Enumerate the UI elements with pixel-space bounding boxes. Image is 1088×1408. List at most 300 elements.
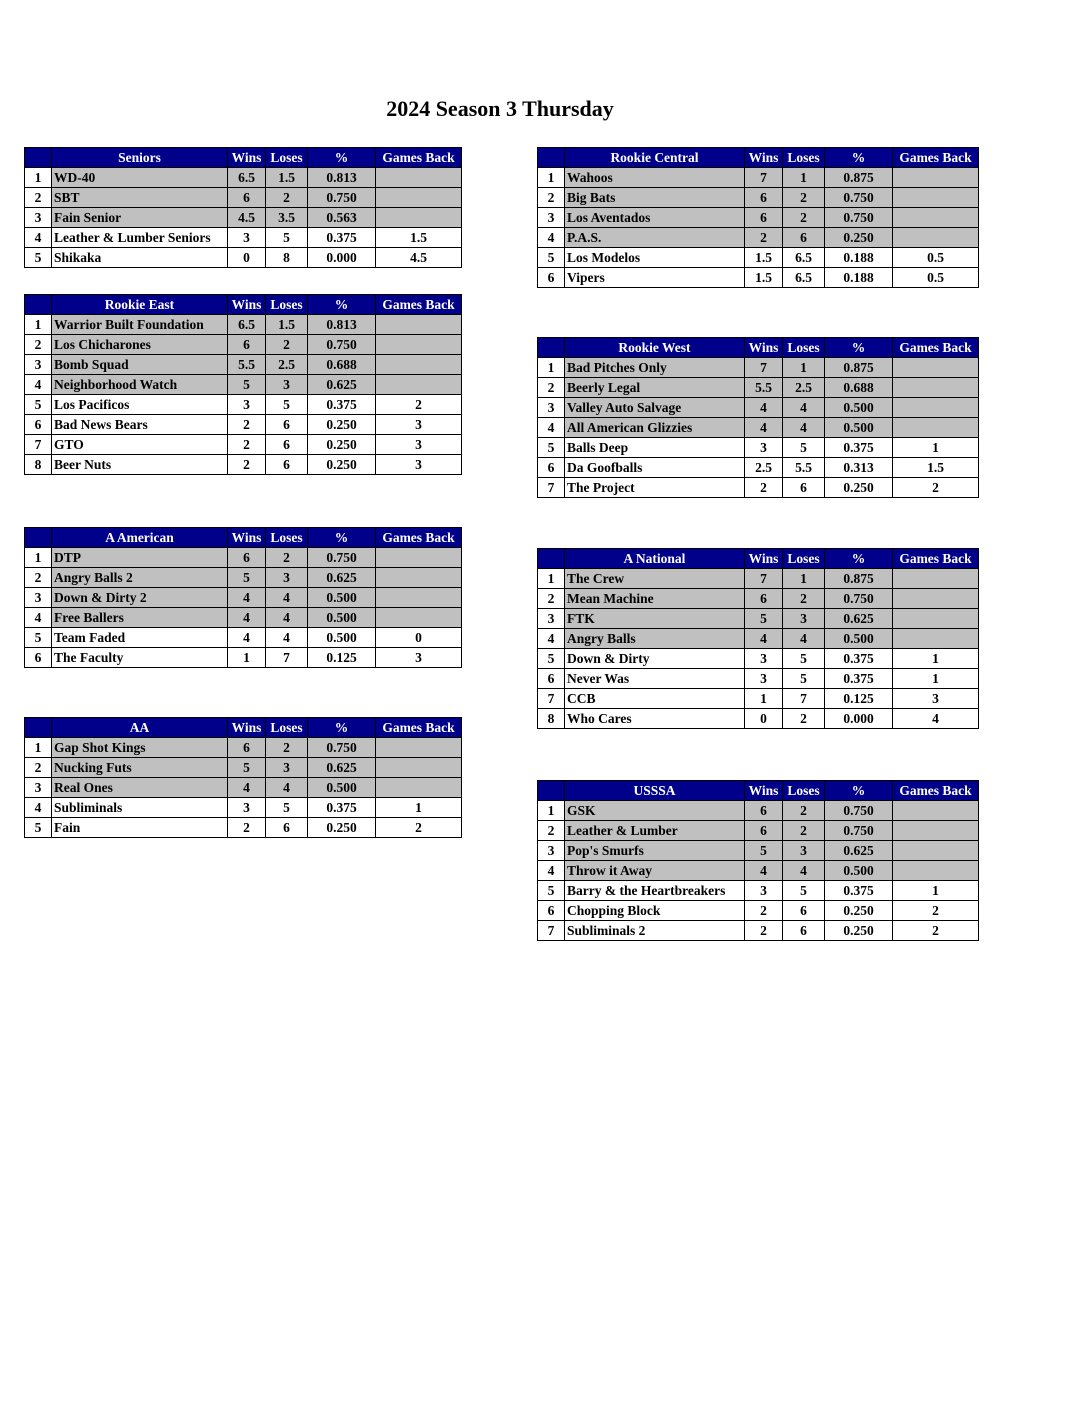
wins-cell: 6 [745, 801, 783, 821]
games-back-cell: 2 [893, 921, 979, 941]
rank-cell: 7 [538, 921, 565, 941]
games-back-cell [376, 758, 462, 778]
games-back-cell: 4 [893, 709, 979, 729]
games-back-cell: 1 [893, 438, 979, 458]
loses-cell: 6 [266, 415, 308, 435]
team-name-cell: Angry Balls 2 [52, 568, 228, 588]
team-name-cell: Vipers [565, 268, 745, 288]
games-back-cell [893, 861, 979, 881]
wins-cell: 4 [228, 588, 266, 608]
loses-cell: 7 [783, 689, 825, 709]
team-name-cell: Barry & the Heartbreakers [565, 881, 745, 901]
games-back-cell: 1.5 [376, 228, 462, 248]
wins-cell: 4 [228, 608, 266, 628]
rank-cell: 5 [538, 881, 565, 901]
rank-cell: 4 [25, 228, 52, 248]
team-name-cell: Fain Senior [52, 208, 228, 228]
pct-cell: 0.000 [825, 709, 893, 729]
wins-cell: 5 [745, 609, 783, 629]
loses-cell: 2.5 [783, 378, 825, 398]
table-row [25, 335, 462, 355]
loses-cell: 5 [266, 798, 308, 818]
loses-cell: 2 [783, 188, 825, 208]
loses-header: Loses [266, 528, 308, 548]
division-name: A American [52, 528, 228, 548]
pct-cell: 0.125 [825, 689, 893, 709]
team-name-cell: SBT [52, 188, 228, 208]
header-row [25, 148, 462, 168]
a-national-standings-table [537, 548, 979, 729]
pct-cell: 0.750 [825, 208, 893, 228]
header-row [538, 148, 979, 168]
loses-cell: 2 [783, 709, 825, 729]
games-back-cell [893, 589, 979, 609]
pct-cell: 0.375 [825, 669, 893, 689]
wins-cell: 2 [228, 415, 266, 435]
loses-cell: 3 [783, 609, 825, 629]
pct-cell: 0.625 [308, 568, 376, 588]
team-name-cell: Who Cares [565, 709, 745, 729]
games-back-cell [893, 629, 979, 649]
rank-cell: 5 [538, 438, 565, 458]
pct-cell: 0.750 [825, 188, 893, 208]
table-row [25, 568, 462, 588]
table-row [25, 588, 462, 608]
team-name-cell: The Faculty [52, 648, 228, 668]
wins-header: Wins [228, 718, 266, 738]
team-name-cell: Big Bats [565, 188, 745, 208]
games-back-cell: 1 [893, 669, 979, 689]
loses-cell: 3 [266, 758, 308, 778]
wins-cell: 5.5 [228, 355, 266, 375]
team-name-cell: GSK [565, 801, 745, 821]
rank-cell: 1 [538, 569, 565, 589]
games-back-cell [893, 418, 979, 438]
team-name-cell: DTP [52, 548, 228, 568]
wins-cell: 4 [228, 628, 266, 648]
games-back-cell: 1 [893, 649, 979, 669]
games-back-header: Games Back [376, 528, 462, 548]
wins-cell: 4 [228, 778, 266, 798]
team-name-cell: Down & Dirty [565, 649, 745, 669]
table-row [538, 208, 979, 228]
rank-cell: 6 [25, 648, 52, 668]
wins-header: Wins [745, 781, 783, 801]
pct-cell: 0.250 [308, 818, 376, 838]
games-back-cell [376, 315, 462, 335]
rank-cell: 2 [25, 335, 52, 355]
pct-cell: 0.563 [308, 208, 376, 228]
loses-cell: 2 [266, 738, 308, 758]
pct-cell: 0.875 [825, 569, 893, 589]
rank-cell: 2 [538, 378, 565, 398]
team-name-cell: Wahoos [565, 168, 745, 188]
wins-header: Wins [745, 148, 783, 168]
wins-header: Wins [745, 338, 783, 358]
team-name-cell: Bad News Bears [52, 415, 228, 435]
team-name-cell: Pop's Smurfs [565, 841, 745, 861]
games-back-cell: 0.5 [893, 248, 979, 268]
pct-cell: 0.375 [825, 438, 893, 458]
table-row [538, 841, 979, 861]
games-back-cell [893, 168, 979, 188]
pct-cell: 0.250 [825, 478, 893, 498]
table-row [538, 649, 979, 669]
table-row [538, 921, 979, 941]
games-back-cell [893, 609, 979, 629]
wins-cell: 3 [745, 438, 783, 458]
rank-cell: 3 [538, 841, 565, 861]
loses-cell: 1 [783, 358, 825, 378]
team-name-cell: Chopping Block [565, 901, 745, 921]
table-row [538, 669, 979, 689]
team-name-cell: Beerly Legal [565, 378, 745, 398]
division-name: Rookie Central [565, 148, 745, 168]
table-row [25, 628, 462, 648]
loses-header: Loses [266, 718, 308, 738]
pct-cell: 0.250 [825, 921, 893, 941]
wins-cell: 2 [745, 901, 783, 921]
team-name-cell: Bomb Squad [52, 355, 228, 375]
team-name-cell: Balls Deep [565, 438, 745, 458]
division-name: Rookie West [565, 338, 745, 358]
wins-cell: 6 [228, 738, 266, 758]
team-name-cell: Los Modelos [565, 248, 745, 268]
rank-cell: 7 [538, 478, 565, 498]
games-back-cell [893, 398, 979, 418]
pct-cell: 0.188 [825, 268, 893, 288]
loses-cell: 5 [266, 228, 308, 248]
wins-cell: 3 [228, 395, 266, 415]
pct-cell: 0.500 [825, 418, 893, 438]
pct-cell: 0.250 [308, 435, 376, 455]
rank-cell: 4 [25, 798, 52, 818]
wins-cell: 2 [745, 478, 783, 498]
wins-cell: 1 [228, 648, 266, 668]
loses-cell: 3.5 [266, 208, 308, 228]
rank-cell: 3 [25, 588, 52, 608]
pct-cell: 0.813 [308, 168, 376, 188]
loses-header: Loses [783, 781, 825, 801]
rank-cell: 5 [538, 649, 565, 669]
games-back-cell [376, 588, 462, 608]
usssa-standings-table [537, 780, 979, 941]
games-back-cell [376, 355, 462, 375]
wins-cell: 1.5 [745, 248, 783, 268]
loses-cell: 5 [783, 649, 825, 669]
loses-cell: 1.5 [266, 315, 308, 335]
wins-cell: 3 [745, 881, 783, 901]
header-row [25, 528, 462, 548]
rank-cell: 6 [538, 268, 565, 288]
team-name-cell: Los Aventados [565, 208, 745, 228]
pct-cell: 0.625 [308, 375, 376, 395]
wins-cell: 6 [745, 208, 783, 228]
table-row [538, 398, 979, 418]
team-name-cell: WD-40 [52, 168, 228, 188]
rookie-west-standings-table [537, 337, 979, 498]
loses-cell: 5.5 [783, 458, 825, 478]
wins-header: Wins [745, 549, 783, 569]
loses-cell: 2 [266, 188, 308, 208]
rank-cell: 4 [538, 629, 565, 649]
loses-cell: 3 [266, 568, 308, 588]
pct-header: % [825, 338, 893, 358]
wins-cell: 2 [228, 455, 266, 475]
table-row [25, 778, 462, 798]
games-back-cell [893, 841, 979, 861]
pct-cell: 0.375 [825, 881, 893, 901]
table-row [25, 248, 462, 268]
team-name-cell: The Project [565, 478, 745, 498]
wins-cell: 5.5 [745, 378, 783, 398]
team-name-cell: Subliminals 2 [565, 921, 745, 941]
table-row [538, 821, 979, 841]
rank-cell: 3 [538, 609, 565, 629]
team-name-cell: Real Ones [52, 778, 228, 798]
wins-cell: 3 [228, 798, 266, 818]
wins-cell: 1.5 [745, 268, 783, 288]
loses-header: Loses [783, 148, 825, 168]
team-name-cell: FTK [565, 609, 745, 629]
pct-cell: 0.250 [308, 415, 376, 435]
team-name-cell: The Crew [565, 569, 745, 589]
rank-header [538, 549, 565, 569]
rank-cell: 8 [538, 709, 565, 729]
pct-cell: 0.688 [825, 378, 893, 398]
rank-cell: 3 [25, 778, 52, 798]
division-name: Seniors [52, 148, 228, 168]
pct-cell: 0.750 [825, 821, 893, 841]
games-back-cell: 2 [893, 478, 979, 498]
rank-cell: 6 [538, 458, 565, 478]
wins-cell: 7 [745, 569, 783, 589]
rank-cell: 4 [25, 608, 52, 628]
pct-cell: 0.875 [825, 358, 893, 378]
loses-cell: 4 [783, 398, 825, 418]
header-row [25, 295, 462, 315]
table-row [538, 569, 979, 589]
team-name-cell: Throw it Away [565, 861, 745, 881]
wins-cell: 3 [745, 649, 783, 669]
games-back-cell [376, 375, 462, 395]
header-row [538, 549, 979, 569]
table-row [538, 228, 979, 248]
rank-cell: 6 [538, 901, 565, 921]
rank-cell: 1 [538, 801, 565, 821]
team-name-cell: Beer Nuts [52, 455, 228, 475]
team-name-cell: Fain [52, 818, 228, 838]
pct-cell: 0.375 [308, 228, 376, 248]
games-back-cell [376, 738, 462, 758]
wins-cell: 4.5 [228, 208, 266, 228]
games-back-cell [376, 608, 462, 628]
rank-cell: 3 [538, 208, 565, 228]
loses-cell: 6 [266, 455, 308, 475]
aa-standings-table [24, 717, 462, 838]
rank-cell: 2 [25, 758, 52, 778]
pct-cell: 0.500 [308, 778, 376, 798]
pct-cell: 0.375 [308, 395, 376, 415]
games-back-cell: 1 [893, 881, 979, 901]
loses-cell: 2 [783, 208, 825, 228]
games-back-cell [376, 168, 462, 188]
wins-cell: 2 [228, 435, 266, 455]
table-row [25, 798, 462, 818]
table-row [538, 478, 979, 498]
rank-header [25, 528, 52, 548]
rank-cell: 2 [538, 188, 565, 208]
table-row [25, 435, 462, 455]
table-row [538, 629, 979, 649]
games-back-cell [893, 801, 979, 821]
games-back-header: Games Back [893, 338, 979, 358]
table-row [538, 248, 979, 268]
table-row [538, 881, 979, 901]
pct-cell: 0.500 [825, 629, 893, 649]
pct-header: % [308, 528, 376, 548]
pct-header: % [308, 718, 376, 738]
wins-cell: 6 [745, 821, 783, 841]
pct-header: % [825, 549, 893, 569]
games-back-cell [893, 821, 979, 841]
rank-cell: 2 [538, 589, 565, 609]
games-back-cell: 3 [376, 415, 462, 435]
rank-cell: 3 [25, 355, 52, 375]
rank-header [538, 148, 565, 168]
wins-cell: 6 [745, 589, 783, 609]
loses-cell: 1.5 [266, 168, 308, 188]
rank-cell: 1 [25, 168, 52, 188]
table-row [538, 168, 979, 188]
team-name-cell: Shikaka [52, 248, 228, 268]
games-back-cell [376, 568, 462, 588]
table-row [538, 589, 979, 609]
team-name-cell: GTO [52, 435, 228, 455]
loses-cell: 6 [783, 228, 825, 248]
rank-cell: 1 [25, 738, 52, 758]
header-row [25, 718, 462, 738]
rank-header [25, 295, 52, 315]
loses-cell: 6 [783, 901, 825, 921]
pct-cell: 0.625 [825, 841, 893, 861]
team-name-cell: Angry Balls [565, 629, 745, 649]
pct-header: % [308, 148, 376, 168]
games-back-cell [376, 208, 462, 228]
games-back-cell: 2 [376, 395, 462, 415]
loses-cell: 2 [266, 548, 308, 568]
wins-cell: 2 [228, 818, 266, 838]
rank-cell: 1 [538, 358, 565, 378]
pct-cell: 0.750 [308, 738, 376, 758]
team-name-cell: Team Faded [52, 628, 228, 648]
games-back-header: Games Back [376, 718, 462, 738]
wins-header: Wins [228, 528, 266, 548]
team-name-cell: Los Pacificos [52, 395, 228, 415]
games-back-cell [893, 188, 979, 208]
wins-header: Wins [228, 295, 266, 315]
table-row [25, 188, 462, 208]
page-title: 2024 Season 3 Thursday [386, 96, 614, 121]
team-name-cell: All American Glizzies [565, 418, 745, 438]
team-name-cell: Warrior Built Foundation [52, 315, 228, 335]
wins-cell: 5 [228, 568, 266, 588]
a-american-standings-table [24, 527, 462, 668]
wins-cell: 6 [228, 335, 266, 355]
pct-cell: 0.125 [308, 648, 376, 668]
rank-cell: 1 [25, 548, 52, 568]
loses-cell: 2 [783, 589, 825, 609]
loses-header: Loses [266, 148, 308, 168]
team-name-cell: Bad Pitches Only [565, 358, 745, 378]
loses-cell: 6 [266, 818, 308, 838]
games-back-cell: 2 [893, 901, 979, 921]
seniors-standings-table [24, 147, 462, 268]
table-row [538, 358, 979, 378]
team-name-cell: Free Ballers [52, 608, 228, 628]
wins-cell: 6 [228, 548, 266, 568]
games-back-cell [376, 778, 462, 798]
loses-cell: 3 [266, 375, 308, 395]
table-row [25, 648, 462, 668]
rank-header [538, 781, 565, 801]
games-back-cell: 2 [376, 818, 462, 838]
rank-cell: 8 [25, 455, 52, 475]
team-name-cell: Nucking Futs [52, 758, 228, 778]
pct-cell: 0.500 [308, 608, 376, 628]
rank-cell: 4 [538, 228, 565, 248]
games-back-cell: 3 [376, 648, 462, 668]
team-name-cell: Gap Shot Kings [52, 738, 228, 758]
wins-cell: 6 [228, 188, 266, 208]
loses-cell: 4 [783, 418, 825, 438]
loses-cell: 4 [783, 861, 825, 881]
wins-cell: 7 [745, 168, 783, 188]
games-back-cell: 1 [376, 798, 462, 818]
games-back-cell [893, 228, 979, 248]
wins-cell: 0 [745, 709, 783, 729]
pct-cell: 0.375 [825, 649, 893, 669]
wins-cell: 6.5 [228, 168, 266, 188]
rank-cell: 2 [25, 568, 52, 588]
rookie-east-standings-table [24, 294, 462, 475]
loses-cell: 6 [266, 435, 308, 455]
table-row [538, 418, 979, 438]
games-back-cell: 0.5 [893, 268, 979, 288]
games-back-cell [376, 548, 462, 568]
table-row [538, 861, 979, 881]
rank-cell: 6 [538, 669, 565, 689]
pct-cell: 0.375 [308, 798, 376, 818]
games-back-header: Games Back [893, 148, 979, 168]
loses-cell: 8 [266, 248, 308, 268]
loses-cell: 1 [783, 168, 825, 188]
table-row [25, 758, 462, 778]
loses-cell: 6 [783, 478, 825, 498]
rank-cell: 5 [25, 248, 52, 268]
table-row [25, 548, 462, 568]
rank-cell: 3 [538, 398, 565, 418]
loses-header: Loses [783, 549, 825, 569]
table-row [25, 738, 462, 758]
rank-cell: 4 [25, 375, 52, 395]
table-row [25, 415, 462, 435]
pct-cell: 0.500 [825, 398, 893, 418]
team-name-cell: Neighborhood Watch [52, 375, 228, 395]
games-back-cell [376, 335, 462, 355]
games-back-cell [893, 378, 979, 398]
games-back-cell [376, 188, 462, 208]
